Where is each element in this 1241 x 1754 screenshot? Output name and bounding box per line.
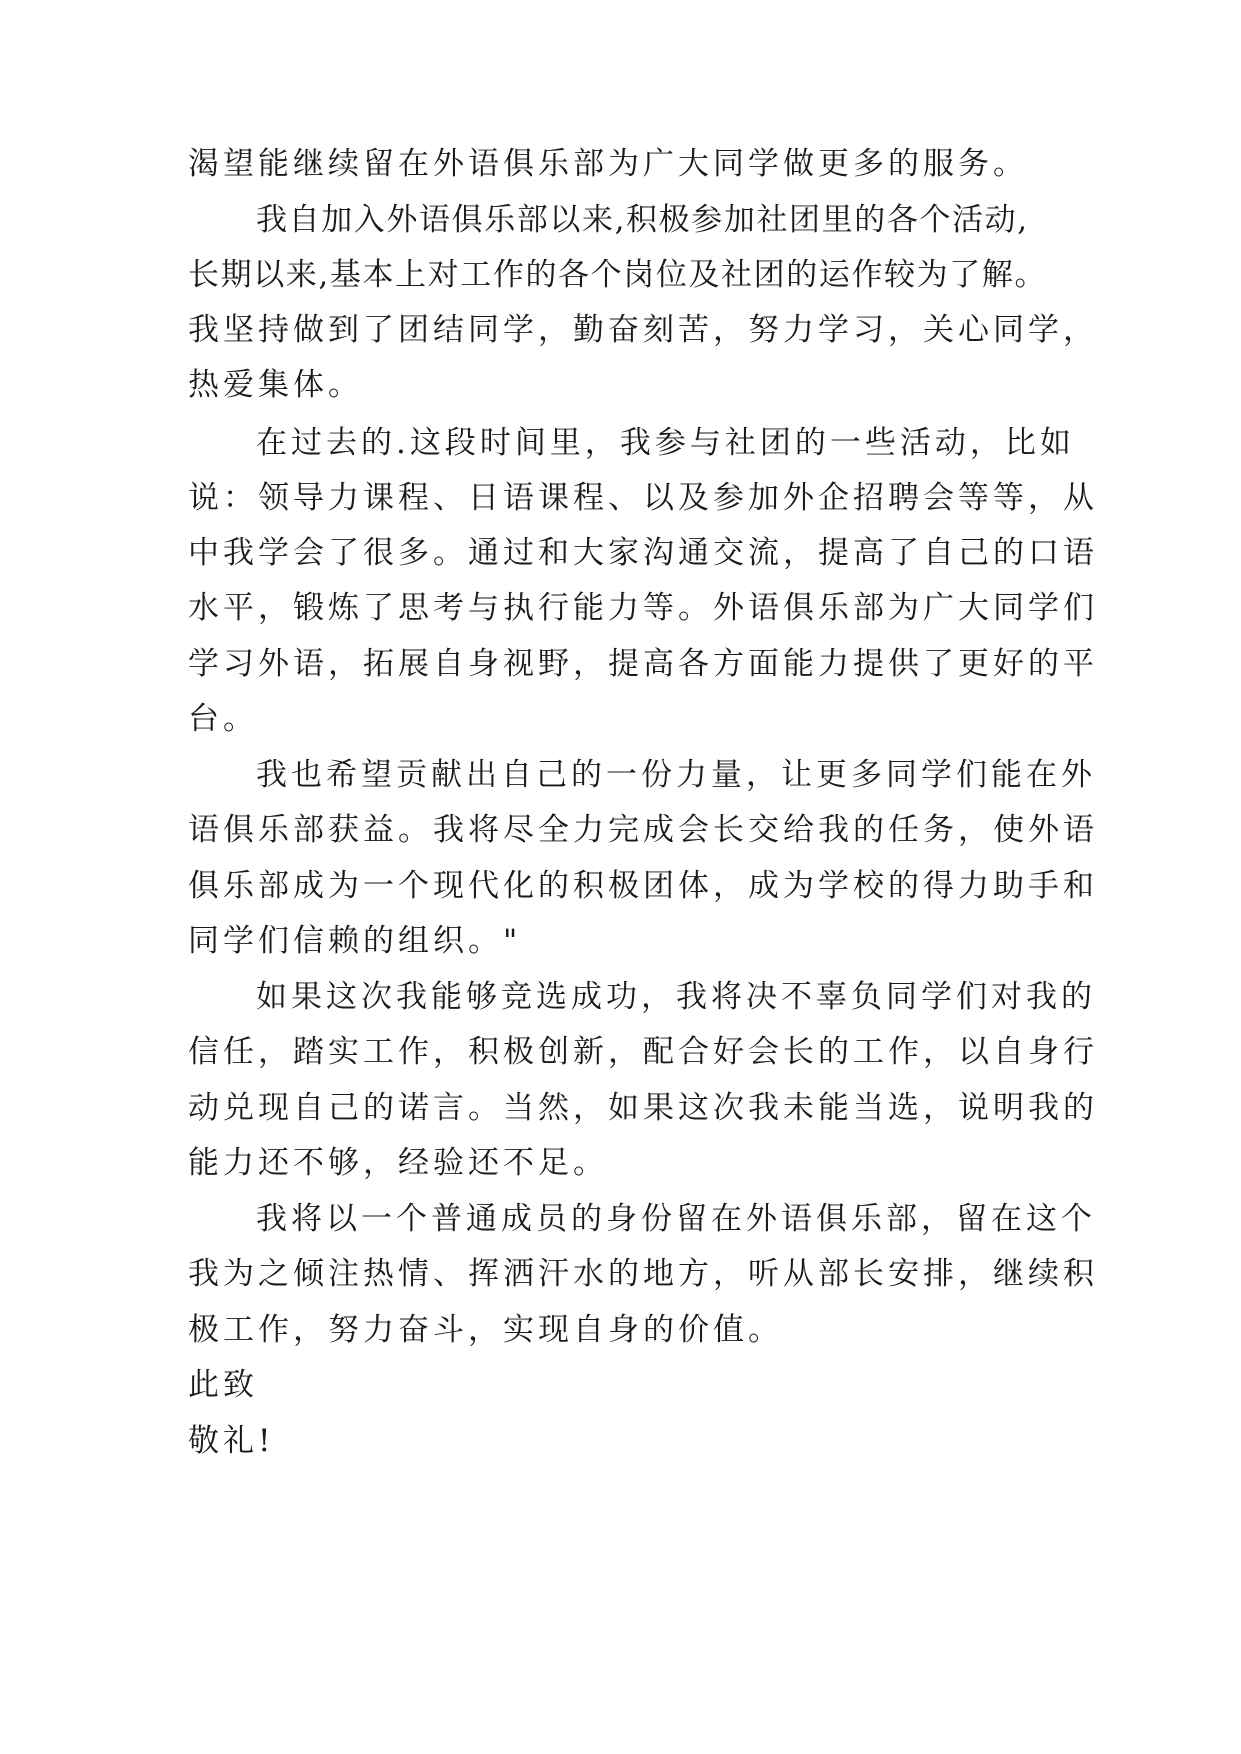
text-line: 能力还不够，经验还不足。	[188, 1145, 608, 1181]
closing-salutation: 此致	[188, 1367, 258, 1403]
closing-regards: 敬礼!	[188, 1423, 275, 1459]
text-line: 如果这次我能够竞选成功，我将决不辜负同学们对我的	[256, 979, 1096, 1015]
text-line: 极工作，努力奋斗，实现自身的价值。	[188, 1312, 783, 1348]
text-line: 渴望能继续留在外语俱乐部为广大同学做更多的服务。	[188, 146, 1028, 182]
text-line: 我为之倾注热情、挥洒汗水的地方，听从部长安排，继续积	[188, 1256, 1098, 1292]
text-line: 长期以来,基本上对工作的各个岗位及社团的运作较为了解。	[188, 257, 1048, 293]
text-line: 热爱集体。	[188, 367, 363, 403]
text-line: 在过去的.这段时间里，我参与社团的一些活动，比如	[256, 425, 1075, 461]
text-line: 我也希望贡献出自己的一份力量，让更多同学们能在外	[256, 757, 1096, 793]
text-line: 信任，踏实工作，积极创新，配合好会长的工作，以自身行	[188, 1034, 1098, 1070]
text-line: 中我学会了很多。通过和大家沟通交流，提高了自己的口语	[188, 535, 1098, 571]
text-line: 我坚持做到了团结同学，勤奋刻苦，努力学习，关心同学，	[188, 312, 1098, 348]
text-line: 语俱乐部获益。我将尽全力完成会长交给我的任务，使外语	[188, 812, 1098, 848]
text-line: 我自加入外语俱乐部以来,积极参加社团里的各个活动,	[256, 202, 1029, 238]
text-line: 动兑现自己的诺言。当然，如果这次我未能当选，说明我的	[188, 1090, 1098, 1126]
text-line: 说：领导力课程、日语课程、以及参加外企招聘会等等，从	[188, 480, 1098, 516]
text-line: 水平，锻炼了思考与执行能力等。外语俱乐部为广大同学们	[188, 590, 1098, 626]
text-line: 我将以一个普通成员的身份留在外语俱乐部，留在这个	[256, 1201, 1096, 1237]
text-line: 台。	[188, 701, 258, 737]
text-line: 学习外语，拓展自身视野，提高各方面能力提供了更好的平	[188, 646, 1098, 682]
text-line: 俱乐部成为一个现代化的积极团体，成为学校的得力助手和	[188, 868, 1098, 904]
text-line: 同学们信赖的组织。"	[188, 923, 522, 959]
